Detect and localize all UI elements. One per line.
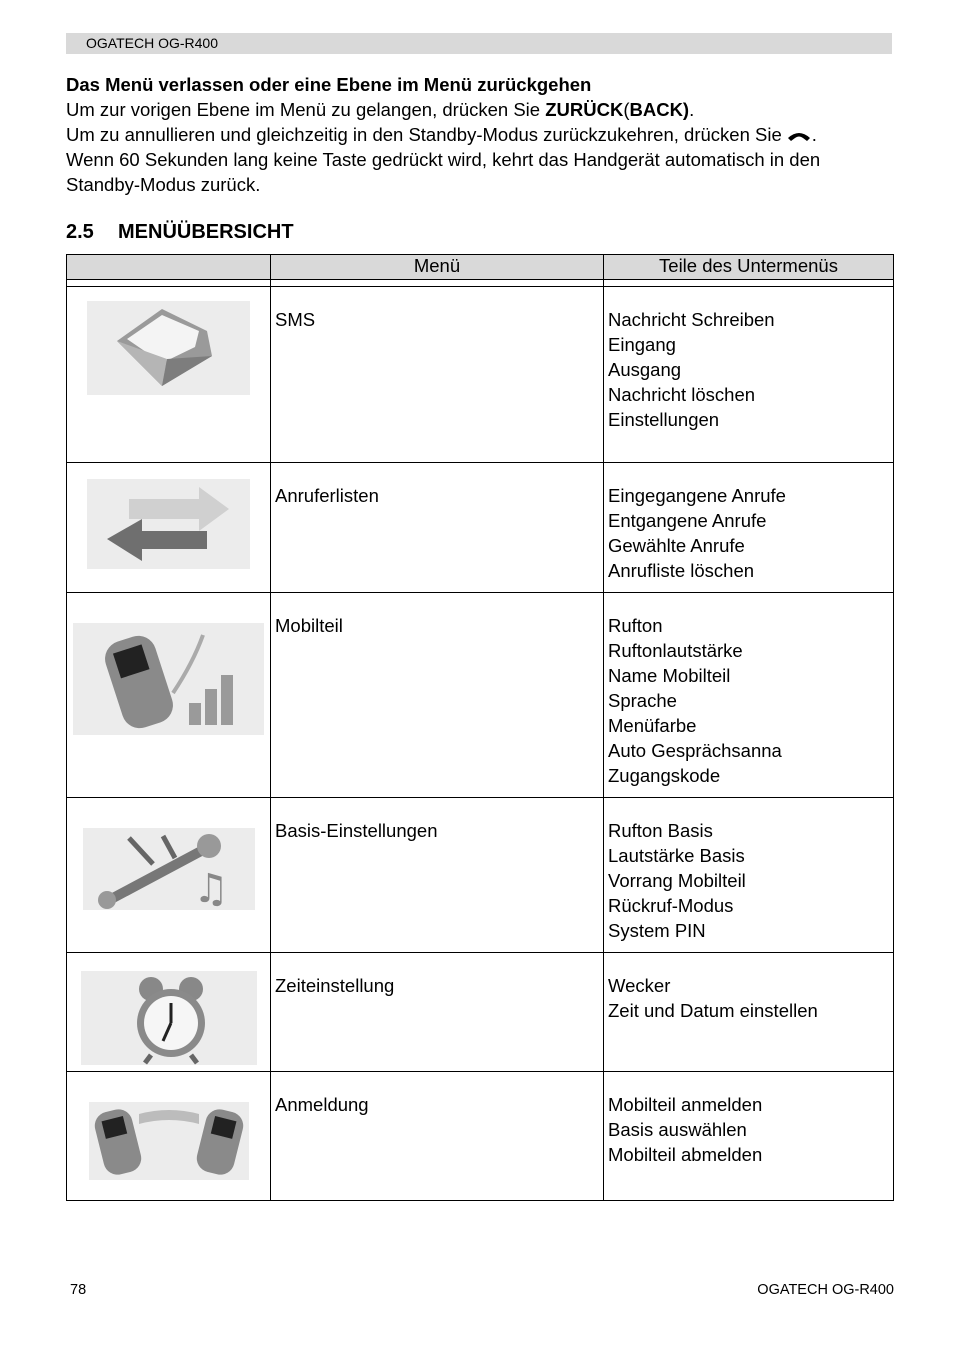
menu-cell	[271, 463, 604, 593]
menu-overview-table	[66, 254, 894, 1201]
table-spacer-row	[67, 280, 894, 287]
submenu-item: Zugangskode	[608, 765, 721, 786]
icon-column-header	[67, 255, 271, 280]
menu-name-sms: SMS	[275, 309, 316, 330]
icon-cell	[67, 463, 271, 593]
submenu-item: Name Mobilteil	[608, 665, 731, 686]
header-title: OGATECH OG-R400	[86, 35, 218, 51]
submenu-item: Ruftonlautstärke	[608, 640, 743, 661]
intro-period: .	[689, 99, 695, 120]
icon-cell	[67, 593, 271, 798]
submenu-item: Sprache	[608, 690, 677, 711]
submenu-item: Eingang	[608, 334, 676, 355]
submenu-item: Basis auswählen	[608, 1119, 747, 1140]
tools-music-icon	[83, 828, 255, 910]
two-phones-icon	[89, 1102, 249, 1180]
mobile-phone-icon	[73, 623, 264, 735]
submenu-item: Eingegangene Anrufe	[608, 485, 786, 506]
intro-line-cancel	[66, 122, 896, 147]
table-row	[67, 463, 894, 593]
submenu-column-header: Teile des Untermenüs	[604, 255, 894, 280]
submenu-cell	[604, 953, 894, 1072]
submenu-item: Einstellungen	[608, 409, 720, 430]
submenu-cell	[604, 463, 894, 593]
menu-cell	[271, 1072, 604, 1201]
table-row	[67, 287, 894, 463]
envelope-icon	[87, 301, 250, 395]
intro-line-back	[66, 97, 896, 122]
svg-text:♫: ♫	[193, 866, 229, 910]
submenu-item: Mobilteil abmelden	[608, 1144, 763, 1165]
table-header-row	[67, 255, 894, 280]
table-row	[67, 953, 894, 1072]
table-row	[67, 798, 894, 953]
submenu-cell	[604, 1072, 894, 1201]
table-row	[67, 593, 894, 798]
menu-cell	[271, 798, 604, 953]
intro-line-back-text: Um zur vorigen Ebene im Menü zu gelangen, drücken Sie	[66, 99, 546, 120]
submenu-item: Zeit und Datum einstellen	[608, 1000, 818, 1021]
intro-line-cancel-text: Um zu annullieren und gleichzeitig in den Standby-Modus zurückzukehren, drücken Sie	[66, 124, 782, 145]
icon-cell	[67, 1072, 271, 1201]
menu-cell	[271, 953, 604, 1072]
hangup-icon	[786, 128, 812, 142]
submenu-item: Nachricht Schreiben	[608, 309, 775, 330]
submenu-item: Rufton	[608, 615, 663, 636]
section-title	[66, 221, 294, 244]
submenu-item: Anrufliste löschen	[608, 560, 755, 581]
submenu-item: Nachricht löschen	[608, 384, 756, 405]
section-heading: MENÜÜBERSICHT	[118, 221, 294, 243]
submenu-item: System PIN	[608, 920, 706, 941]
icon-cell	[67, 287, 271, 463]
back-key-label: ZURÜCK	[545, 99, 624, 120]
table-row	[67, 1072, 894, 1201]
submenu-item: Menüfarbe	[608, 715, 697, 736]
menu-cell	[271, 593, 604, 798]
icon-cell	[67, 798, 271, 953]
submenu-cell	[604, 287, 894, 463]
section-number: 2.5	[66, 221, 94, 243]
submenu-cell	[604, 798, 894, 953]
intro-heading: Das Menü verlassen oder eine Ebene im Menü zurückgehen	[66, 74, 592, 95]
menu-name-call-lists: Anruferlisten	[275, 485, 379, 506]
intro-line-timeout: Wenn 60 Sekunden lang keine Taste gedrückt wird, kehrt das Handgerät automatisch in den Standby-Modus zurück.	[66, 149, 821, 195]
submenu-item: Gewählte Anrufe	[608, 535, 745, 556]
submenu-item: Lautstärke Basis	[608, 845, 745, 866]
alarm-clock-icon	[81, 971, 257, 1065]
intro-paren: (	[623, 99, 630, 120]
submenu-item: Vorrang Mobilteil	[608, 870, 746, 891]
menu-cell	[271, 287, 604, 463]
menu-name-registration: Anmeldung	[275, 1094, 369, 1115]
submenu-item: Wecker	[608, 975, 671, 996]
menu-name-handset: Mobilteil	[275, 615, 343, 636]
menu-name-base-settings: Basis-Einstellungen	[275, 820, 438, 841]
arrows-icon	[87, 479, 250, 569]
back-key-label-en: BACK)	[629, 99, 690, 120]
intro-period-2: .	[811, 124, 817, 145]
submenu-item: Mobilteil anmelden	[608, 1094, 763, 1115]
menu-name-time-settings: Zeiteinstellung	[275, 975, 395, 996]
intro-section	[66, 72, 896, 197]
page-number: 78	[70, 1282, 87, 1298]
submenu-cell	[604, 593, 894, 798]
submenu-item: Ausgang	[608, 359, 682, 380]
header-bar	[66, 33, 892, 54]
submenu-item: Auto Gesprächsanna	[608, 740, 782, 761]
submenu-item: Rückruf-Modus	[608, 895, 734, 916]
footer-brand: OGATECH OG-R400	[757, 1282, 894, 1298]
icon-cell	[67, 953, 271, 1072]
submenu-item: Entgangene Anrufe	[608, 510, 767, 531]
menu-column-header: Menü	[271, 255, 604, 280]
submenu-item: Rufton Basis	[608, 820, 713, 841]
